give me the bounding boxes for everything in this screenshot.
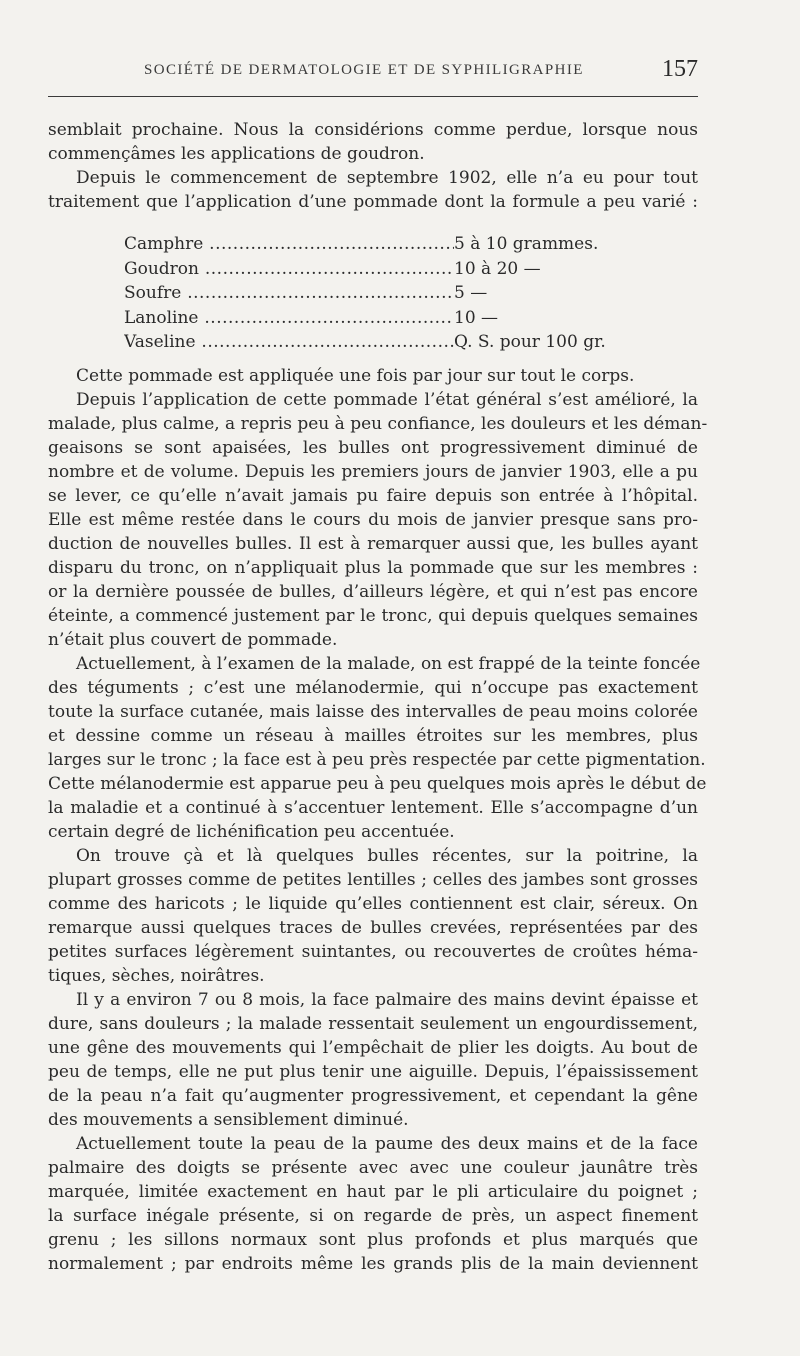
formula-row xyxy=(124,330,644,355)
text-line: la surface inégale présente, si on regarde de près, un aspect finement xyxy=(48,1206,698,1226)
header-rule xyxy=(48,96,698,97)
formula-ingredient: Vaseline ..... xyxy=(124,330,454,355)
text-line: comme des haricots ; le liquide qu’elles contiennent est clair, séreux. On xyxy=(48,894,698,914)
text-line: Il y a environ 7 ou 8 mois, la face palmaire des mains devint épaisse et xyxy=(76,990,698,1010)
formula-ingredient: Lanoline ..... xyxy=(124,306,454,331)
text-line: des téguments ; c’est une mélanodermie, qui n’occupe pas exactement xyxy=(48,678,698,698)
text-line: duction de nouvelles bulles. Il est à remarquer aussi que, les bulles ayant xyxy=(48,534,698,554)
text-line: tiques, sèches, noirâtres. xyxy=(48,966,265,986)
formula-row xyxy=(124,232,644,257)
text-line: remarque aussi quelques traces de bulles crevées, représentées par des xyxy=(48,918,698,938)
text-line: une gêne des mouvements qui l’empêchait de plier les doigts. Au bout de xyxy=(48,1038,698,1058)
text-line: éteinte, a commencé justement par le tronc, qui depuis quelques semaines xyxy=(48,606,698,626)
text-line: On trouve çà et là quelques bulles récentes, sur la poitrine, la xyxy=(76,846,698,866)
main-text xyxy=(48,364,708,1276)
formula-row xyxy=(124,306,644,331)
text-line: Actuellement, à l’examen de la malade, on est frappé de la teinte foncée xyxy=(76,654,701,674)
text-line: peu de temps, elle ne put plus tenir une aiguille. Depuis, l’épaississement xyxy=(48,1062,698,1082)
text-line: marquée, limitée exactement en haut par le pli articulaire du poignet ; xyxy=(48,1182,698,1202)
text-line: Actuellement toute la peau de la paume des deux mains et de la face xyxy=(76,1134,698,1154)
formula-quantity: 10 à 20 — xyxy=(454,258,541,279)
text-line: larges sur le tronc ; la face est à peu près respectée par cette pigmentation. xyxy=(48,750,706,770)
text-line: petites surfaces légèrement suintantes, ou recouvertes de croûtes héma- xyxy=(48,942,698,962)
text-line: plupart grosses comme de petites lentilles ; celles des jambes sont grosses xyxy=(48,870,698,890)
text-line: et dessine comme un réseau à mailles étroites sur les membres, plus xyxy=(48,726,698,746)
formula-row xyxy=(124,281,644,306)
text-line: de la peau n’a fait qu’augmenter progressivement, et cependant la gêne xyxy=(48,1086,698,1106)
text-line: commençâmes les applications de goudron. xyxy=(48,144,425,164)
formula-row xyxy=(124,257,644,282)
intro-paragraph xyxy=(48,118,698,214)
formula-quantity: 5 — xyxy=(454,283,488,303)
text-line: la maladie et a continué à s’accentuer lentement. Elle s’accompagne d’un xyxy=(48,798,698,818)
page-number: 157 xyxy=(662,56,698,82)
text-line: Depuis le commencement de septembre 1902, elle n’a eu pour tout xyxy=(76,168,698,188)
text-line: palmaire des doigts se présente avec avec une couleur jaunâtre très xyxy=(48,1158,698,1178)
formula-ingredient: Goudron ..... xyxy=(124,257,454,282)
formula-quantity: 10 — xyxy=(454,307,499,328)
text-line: dure, sans douleurs ; la malade ressentait seulement un engourdissement, xyxy=(48,1014,698,1034)
text-line: semblait prochaine. Nous la considérions comme perdue, lorsque nous xyxy=(48,120,698,140)
running-title: SOCIÉTÉ DE DERMATOLOGIE ET DE SYPHILIGRAPHIE xyxy=(144,62,584,78)
text-line: nombre et de volume. Depuis les premiers jours de janvier 1903, elle a pu xyxy=(48,462,698,482)
formula-ingredient: Soufre ..... xyxy=(124,281,454,306)
text-line: n’était plus couvert de pommade. xyxy=(48,630,338,650)
text-line: normalement ; par endroits même les grands plis de la main deviennent xyxy=(48,1254,698,1274)
text-line: disparu du tronc, on n’appliquait plus la pommade que sur les membres : xyxy=(48,558,698,578)
text-line: Cette mélanodermie est apparue peu à peu quelques mois après le début de xyxy=(48,774,707,794)
text-line: geaisons se sont apaisées, les bulles ont progressivement diminué de xyxy=(48,438,698,458)
text-line: des mouvements a sensiblement diminué. xyxy=(48,1110,409,1130)
text-line: certain degré de lichénification peu accentuée. xyxy=(48,822,455,842)
text-line: malade, plus calme, a repris peu à peu confiance, les douleurs et les déman- xyxy=(48,414,708,434)
page-header xyxy=(48,58,698,86)
text-line: se lever, ce qu’elle n’avait jamais pu faire depuis son entrée à l’hôpital. xyxy=(48,486,698,506)
formula-quantity: 5 à 10 grammes. xyxy=(454,234,599,254)
text-line: Cette pommade est appliquée une fois par jour sur tout le corps. xyxy=(76,366,635,386)
text-line: grenu ; les sillons normaux sont plus profonds et plus marqués que xyxy=(48,1230,698,1250)
text-line: or la dernière poussée de bulles, d’ailleurs légère, et qui n’est pas encore xyxy=(48,582,698,602)
formula-quantity: Q. S. pour 100 gr. xyxy=(454,332,606,352)
text-line: Depuis l’application de cette pommade l’état général s’est amélioré, la xyxy=(76,390,698,410)
formula-ingredient: Camphre ..... xyxy=(124,232,454,257)
ointment-formula xyxy=(124,232,644,355)
text-line: toute la surface cutanée, mais laisse des intervalles de peau moins colorée xyxy=(48,702,698,722)
text-line: traitement que l’application d’une pommade dont la formule a peu varié : xyxy=(48,192,698,212)
text-line: Elle est même restée dans le cours du mois de janvier presque sans pro- xyxy=(48,510,698,530)
